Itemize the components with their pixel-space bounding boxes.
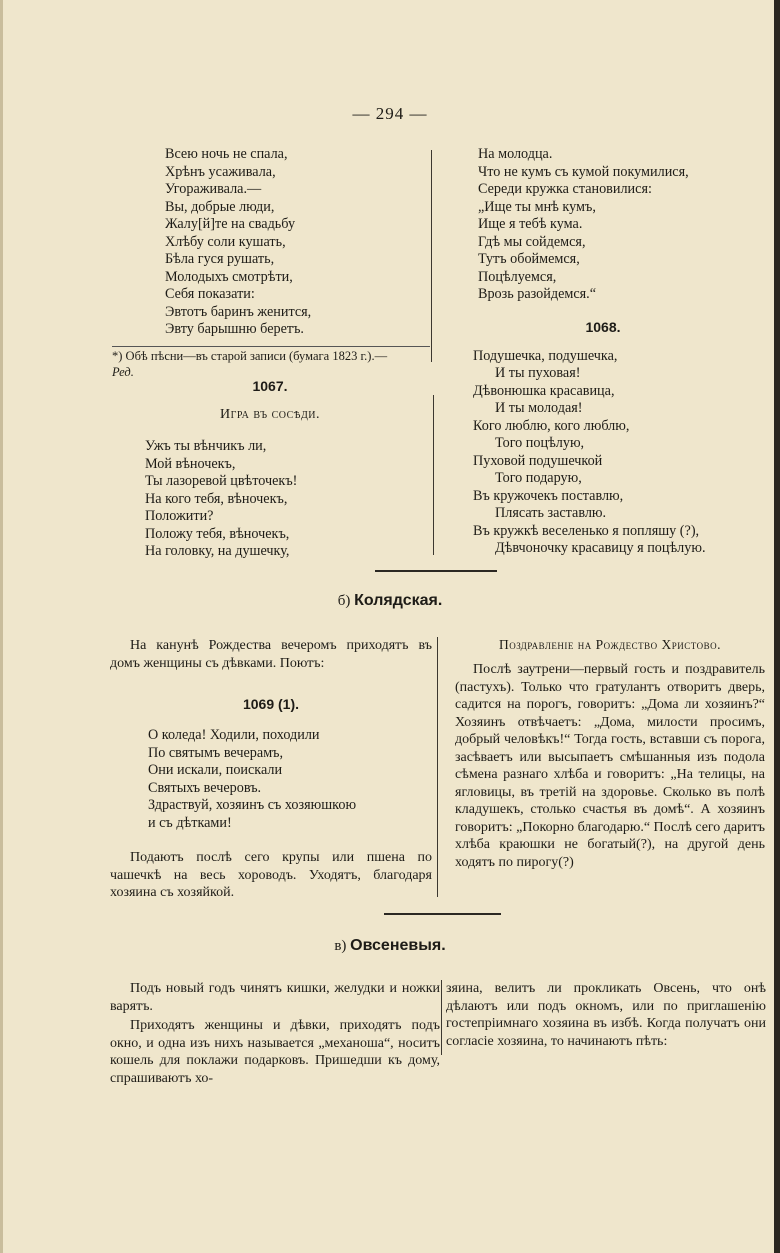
section-title-b: Колядская.	[354, 592, 443, 609]
verse-line: Вы, добрые люди,	[165, 198, 275, 215]
section-b-right	[455, 637, 765, 871]
column-divider-3	[437, 637, 438, 897]
top-right-column	[473, 146, 768, 558]
verse-line: Плясать заставлю.	[495, 505, 607, 521]
verse-line: О коледа! Ходили, походили	[148, 727, 320, 743]
verse-line: По святымъ вечерамъ,	[148, 744, 284, 761]
verse-line: Въ кружочекъ поставлю,	[473, 487, 624, 504]
footnote	[112, 348, 430, 380]
verse-line: Того поцѣлую,	[495, 435, 585, 451]
verse-line: На головку, на душечку,	[145, 543, 290, 559]
verse-line: Положити?	[145, 508, 214, 524]
song-1067	[145, 378, 430, 561]
verse-line: Здраствуй, хозяинъ съ хозяюшкою	[148, 797, 357, 813]
page-left-edge	[0, 0, 3, 1253]
verse-line: Бѣла гуся рушать,	[165, 251, 275, 267]
verse-line: Молодыхъ смотрѣти,	[165, 268, 293, 285]
verse-line: Гдѣ мы сойдемся,	[478, 233, 586, 250]
verse-line: И ты пуховая!	[495, 365, 581, 381]
greeting-title: Поздравленіе на Рождество Христово.	[498, 637, 722, 652]
section-rule-b	[375, 570, 497, 572]
verse-line: Угораживала.—	[165, 181, 262, 197]
after-song-paragraph: Подаютъ послѣ сего крупы или пшена по чашечкѣ на весь хороводъ. Уходятъ, благодаря хозяина съ хозяйкой.	[110, 850, 432, 900]
verse-line: Ище я тебѣ кума.	[478, 216, 583, 232]
verse-line: Кого люблю, кого люблю,	[473, 417, 630, 434]
ovsen-paragraph-1: Подъ новый годъ чинятъ кишки, желудки и ножки варятъ.	[110, 981, 440, 1014]
ovsen-paragraph-2: Приходятъ женщины и дѣвки, приходятъ подъ окно, и одна изъ нихъ называется „механоша“, носитъ кошель для поклажи подарковъ. Пришедши къ дому, спрашиваютъ хо-	[110, 1018, 440, 1086]
verse-line: Мой вѣночекъ,	[145, 455, 236, 472]
song-lines-1068	[473, 348, 768, 558]
section-v-left	[110, 980, 440, 1087]
verse-line: „Ище ты мнѣ кумъ,	[478, 198, 596, 215]
verse-line: Всею ночь не спала,	[165, 146, 288, 162]
footnote-block	[112, 348, 430, 380]
song-number-1068: 1068.	[585, 318, 621, 335]
section-heading-b	[0, 592, 780, 610]
verse-line: Врозь разойдемся.“	[478, 286, 597, 302]
section-b-left	[110, 637, 432, 902]
verse-line: На молодца.	[478, 146, 553, 162]
column-divider	[431, 150, 432, 362]
verse-line: Дѣвчоночку красавицу я поцѣлую.	[495, 540, 706, 556]
verse-line: Ты лазоревой цвѣточекъ!	[145, 473, 298, 489]
footnote-editor: Ред.	[112, 365, 134, 379]
section-letter-b: б)	[337, 593, 351, 609]
song-number-1069: 1069 (1).	[242, 696, 300, 712]
section-title-v: Овсеневыя.	[350, 937, 446, 954]
verse-continuation-left	[165, 146, 430, 339]
verse-line: Хлѣбу соли кушать,	[165, 233, 286, 250]
song-lines-1067	[145, 438, 430, 561]
verse-line: Хрѣнъ усаживала,	[165, 163, 276, 180]
footnote-text: *) Обѣ пѣсни—въ старой записи (бумага 1823 г.).—	[112, 349, 388, 363]
column-divider-2	[433, 395, 434, 555]
footnote-rule	[112, 346, 430, 347]
verse-line: Тутъ обоймемся,	[478, 251, 580, 267]
verse-line: и съ дѣтками!	[148, 814, 232, 831]
song-title-1067: Игра въ сосѣди.	[219, 407, 321, 422]
verse-line: Пуховой подушечкой	[473, 452, 603, 469]
verse-line: Поцѣлуемся,	[478, 268, 557, 285]
verse-line: Дѣвонюшка красавица,	[473, 382, 615, 399]
verse-line: Себя показати:	[165, 286, 255, 302]
top-left-column	[165, 146, 430, 339]
song-number-1067: 1067.	[252, 378, 288, 394]
verse-line: Ужъ ты вѣнчикъ ли,	[145, 438, 267, 454]
verse-line: Они искали, поискали	[148, 762, 283, 778]
ovsen-paragraph-3: зяина, велитъ ли прокликать Овсень, что онѣ дѣлаютъ или подъ окномъ, или по приглашенію гостепріимнаго хозяина въ избѣ. Когда получатъ они согласіе хозяина, то начинаютъ пѣть:	[446, 981, 766, 1049]
verse-line: Въ кружкѣ веселенько я попляшу (?),	[473, 522, 700, 539]
intro-paragraph: На канунѣ Рождества вечеромъ приходятъ въ домъ женщины съ дѣвками. Поютъ:	[110, 638, 432, 671]
verse-line: Положу тебя, вѣночекъ,	[145, 525, 290, 542]
column-divider-4	[441, 980, 442, 1055]
verse-line: Того подарую,	[495, 470, 582, 486]
verse-line: Подушечка, подушечка,	[473, 347, 618, 364]
verse-line: Эвту барышню беретъ.	[165, 321, 304, 337]
verse-line: Середи кружка становилися:	[478, 181, 652, 197]
section-v-right	[446, 980, 766, 1050]
section-letter-v: в)	[334, 938, 347, 954]
song-lines-1069	[148, 727, 432, 832]
section-heading-v	[0, 937, 780, 955]
page-number: — 294 —	[352, 104, 428, 123]
page-right-edge	[774, 0, 780, 1253]
verse-line: И ты молодая!	[495, 400, 583, 416]
verse-line: Что не кумъ съ кумой покумилися,	[478, 163, 689, 180]
verse-continuation-right	[478, 146, 768, 304]
verse-line: Эвтотъ баринъ женится,	[165, 303, 312, 320]
section-rule-v	[384, 913, 501, 915]
verse-line: Жалу[й]те на свадьбу	[165, 216, 296, 232]
verse-line: На кого тебя, вѣночекъ,	[145, 490, 288, 507]
verse-line: Святыхъ вечеровъ.	[148, 779, 262, 796]
greeting-paragraph: Послѣ заутрени—первый гость и поздравитель (пастухъ). Только что гратулантъ отворитъ дверь, садится на порогъ, говоритъ: „Дома ли хозяинъ?“ Хозяинъ отвѣчаетъ: „Дома, милости просимъ, добрый человѣкъ!“ Тогда гость, вставши съ порога, засѣваетъ или высыпаетъ смѣшанныя изъ подола сѣмена разнаго хлѣба и говоритъ: „На телицы, на ягловицы, въ третій на здоровье. Сколько въ полѣ кладушекъ, столько счастья въ домѣ“. А хозяинъ говоритъ: „Покорно благодарю.“ Послѣ сего даритъ хлѣба краюшки не богатый(?), на другой день ходятъ по пирогу(?)	[455, 662, 765, 870]
